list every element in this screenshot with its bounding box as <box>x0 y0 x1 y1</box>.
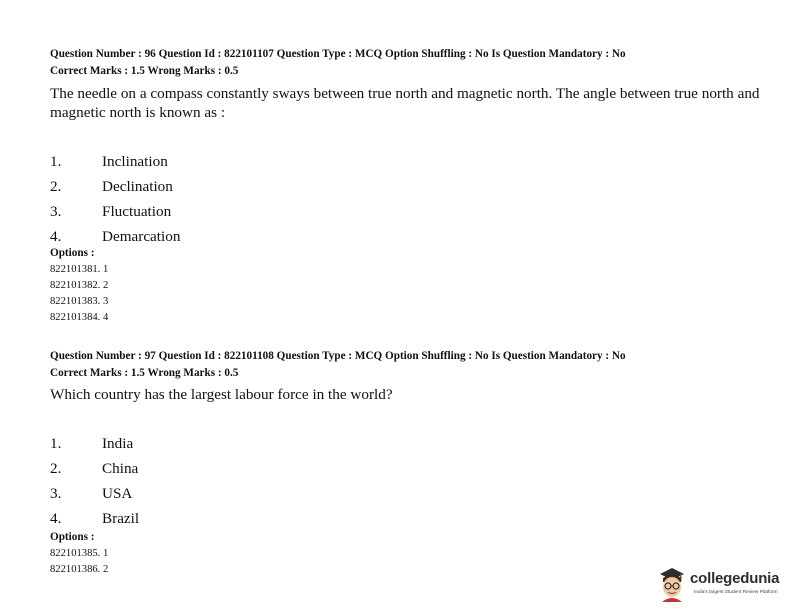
option-id: 822101382. 2 <box>50 280 109 291</box>
option-id: 822101385. 1 <box>50 548 109 559</box>
choice-number: 2. <box>50 460 62 477</box>
brand-name: collegedunia <box>690 570 780 587</box>
choice-label: China <box>102 460 139 477</box>
option-id: 822101386. 2 <box>50 564 109 575</box>
options-heading: Options : <box>50 247 95 259</box>
choice-number: 1. <box>50 435 62 452</box>
student-mascot-icon <box>656 566 688 602</box>
choice-label: India <box>102 435 134 452</box>
option-id: 822101383. 3 <box>50 296 109 307</box>
brand-tagline: India's largest Student Review Platform <box>694 590 778 595</box>
choice-label: USA <box>102 485 133 502</box>
choice-label: Fluctuation <box>102 203 172 220</box>
option-id: 822101384. 4 <box>50 312 109 323</box>
marks-line: Correct Marks : 1.5 Wrong Marks : 0.5 <box>50 65 239 77</box>
question-text: Which country has the largest labour force in the world? <box>50 386 393 403</box>
option-id: 822101381. 1 <box>50 264 109 275</box>
choice-number: 1. <box>50 153 62 170</box>
question-text: The needle on a compass constantly sways between true north and magnetic north. The angle between true north and magnetic north is known as : <box>50 85 760 121</box>
collegedunia-logo <box>656 564 790 606</box>
options-heading: Options : <box>50 531 95 543</box>
choice-number: 4. <box>50 510 62 527</box>
choice-number: 3. <box>50 485 62 502</box>
choice-label: Declination <box>102 178 173 195</box>
marks-line: Correct Marks : 1.5 Wrong Marks : 0.5 <box>50 367 239 379</box>
choice-number: 2. <box>50 178 62 195</box>
choice-number: 4. <box>50 228 62 245</box>
question-header: Question Number : 96 Question Id : 822101107 Question Type : MCQ Option Shuffling : No Is Question Mandatory : No <box>50 48 626 60</box>
choice-number: 3. <box>50 203 62 220</box>
question-header: Question Number : 97 Question Id : 822101108 Question Type : MCQ Option Shuffling : No Is Question Mandatory : No <box>50 350 626 362</box>
choice-label: Demarcation <box>102 228 181 245</box>
choice-label: Inclination <box>102 153 168 170</box>
choice-label: Brazil <box>102 510 140 527</box>
